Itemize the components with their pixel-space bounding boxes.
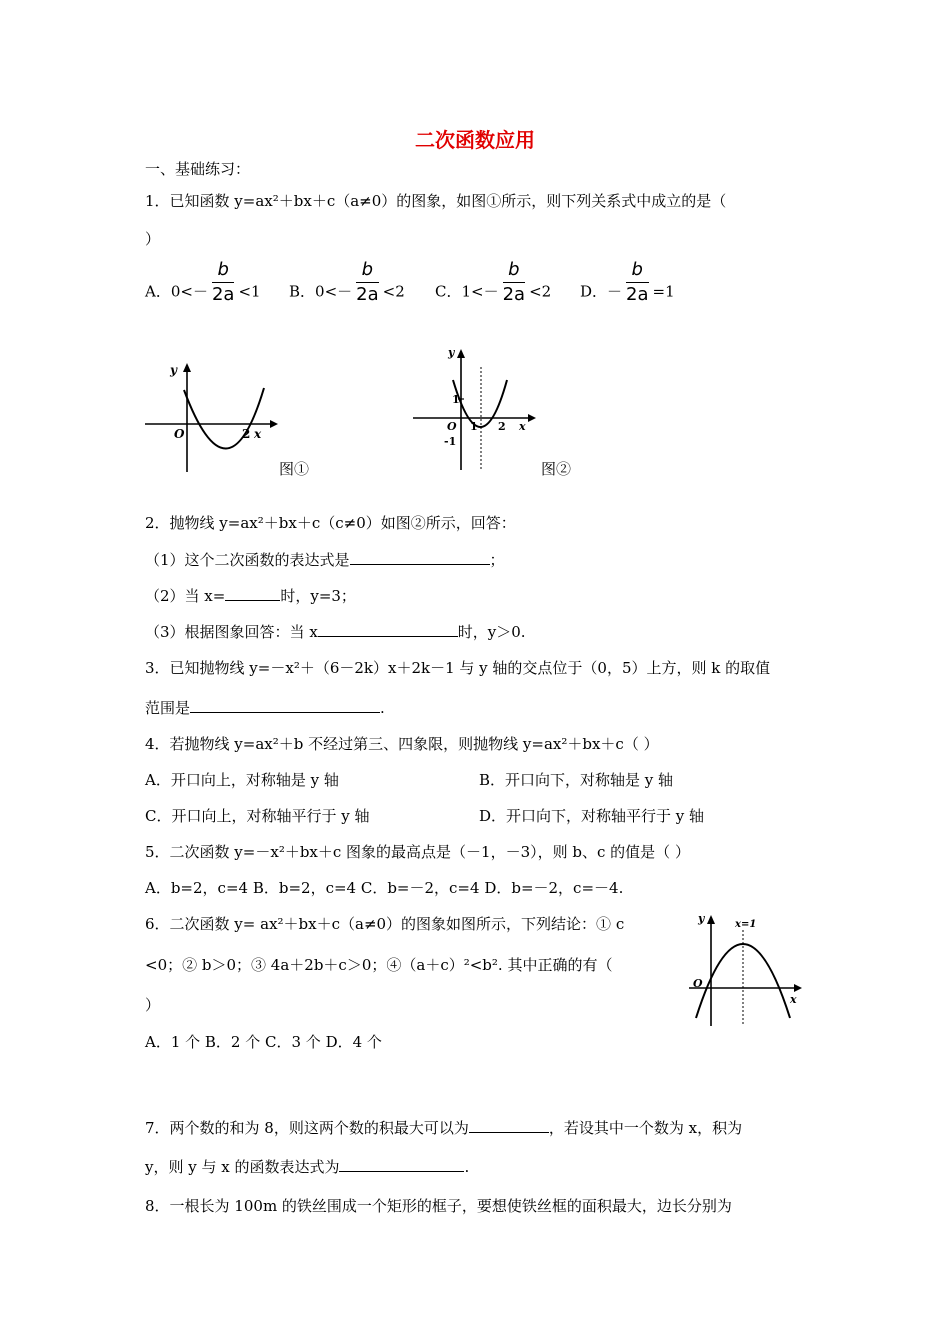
- q2-part-2: [145, 585, 356, 606]
- x-axis-arrow: [270, 420, 278, 428]
- y-axis-arrow: [457, 349, 465, 358]
- figure-1-caption: 图①: [279, 460, 310, 478]
- q4-option-b: B．开口向下，对称轴是 y 轴: [479, 771, 674, 789]
- fraction-denominator: 2a: [211, 284, 235, 305]
- q3-end: .: [380, 699, 385, 717]
- y-axis-label: y: [448, 346, 455, 359]
- x-axis-arrow: [794, 984, 802, 992]
- q1-option-c-prefix: C．1<－: [435, 282, 499, 301]
- y-axis-arrow: [183, 363, 191, 372]
- q1-option-d-prefix: D．－: [580, 282, 623, 301]
- fraction-denominator: 2a: [356, 284, 379, 305]
- y-tick-label-1: 1: [452, 393, 460, 406]
- q6-stem-2: <0；② b＞0；③ 4a＋2b＋c＞0；④（a＋c）²<b². 其中正确的有（: [145, 956, 613, 974]
- q2-part-1: [145, 549, 505, 570]
- y-axis-label: y: [170, 363, 177, 377]
- fraction: [503, 258, 525, 307]
- figure-1-graph: [140, 360, 280, 475]
- q2-part-3-end: 时，y＞0.: [457, 623, 526, 641]
- q7-text-2: ，若设其中一个数为 x，积为: [548, 1119, 743, 1137]
- q2-part-3: [145, 621, 526, 642]
- q1-option-d: [580, 259, 675, 317]
- origin-label: O: [693, 977, 703, 990]
- q1-option-c-suffix: <2: [529, 282, 552, 301]
- symmetry-axis-label: x=1: [735, 919, 757, 930]
- answer-blank[interactable]: [350, 550, 490, 565]
- answer-blank[interactable]: [225, 586, 280, 601]
- q3-answer-line: [145, 697, 385, 718]
- q7-stem: [145, 1117, 742, 1138]
- q4-stem: 4．若抛物线 y=ax²＋b 不经过第三、四象限，则抛物线 y=ax²＋bx＋c（ ）: [145, 735, 659, 753]
- q7-stem-2: [145, 1156, 469, 1177]
- y-axis-arrow: [707, 915, 715, 924]
- q7-text-1: 7．两个数的和为 8，则这两个数的积最大可以为: [145, 1119, 469, 1137]
- x-axis-label: x: [790, 993, 797, 1006]
- tick-label-2: 2: [242, 427, 251, 441]
- q3-range-label: 范围是: [145, 699, 191, 717]
- tick-label-2: 2: [498, 420, 506, 433]
- answer-blank[interactable]: [469, 1118, 549, 1133]
- origin-label: O: [447, 420, 457, 433]
- q1-option-b-prefix: B．0<－: [289, 282, 353, 301]
- q1-option-b: [289, 259, 405, 317]
- fraction-denominator: 2a: [626, 284, 649, 305]
- fraction-denominator: 2a: [502, 284, 526, 305]
- x-axis-label: x: [519, 420, 526, 433]
- fraction-numerator: b: [212, 258, 234, 283]
- q1-option-b-suffix: <2: [382, 282, 405, 301]
- q2-part-2-end: 时，y=3；: [280, 587, 356, 605]
- q5-options: A．b=2，c=4 B．b=2，c=4 C．b=－2，c=4 D．b=－2，c=－4.: [145, 879, 624, 897]
- q4-option-c: C．开口向上，对称轴平行于 y 轴: [145, 807, 370, 825]
- parabola-curve: [184, 388, 264, 449]
- q1-stem-close: ）: [145, 230, 161, 248]
- q7-end: .: [464, 1158, 470, 1176]
- y-axis-label: y: [698, 912, 705, 925]
- q6-stem: 6．二次函数 y= ax²＋bx＋c（a≠0）的图象如图所示，下列结论：① c: [145, 915, 625, 933]
- tick-label-1: 1: [470, 420, 478, 433]
- q2-part-3-text: （3）根据图象回答：当 x: [145, 623, 318, 641]
- origin-label: O: [174, 427, 185, 441]
- answer-blank[interactable]: [339, 1157, 464, 1172]
- fraction-numerator: b: [356, 258, 378, 283]
- figure-2-caption: 图②: [541, 460, 572, 478]
- q2-stem: 2．抛物线 y=ax²＋bx＋c（c≠0）如图②所示，回答：: [145, 514, 516, 532]
- q2-part-1-end: ；: [489, 551, 505, 569]
- figure-2-graph: [410, 342, 545, 472]
- answer-blank[interactable]: [190, 698, 380, 713]
- answer-blank[interactable]: [318, 622, 458, 637]
- x-axis-arrow: [528, 414, 536, 422]
- q1-option-a: [145, 259, 261, 317]
- q1-stem: 1．已知函数 y=ax²＋bx＋c（a≠0）的图象，如图①所示，则下列关系式中成立的是（: [145, 192, 727, 210]
- q1-option-d-suffix: =1: [652, 282, 675, 301]
- x-axis-label: x: [254, 427, 262, 441]
- q4-option-a: A．开口向上，对称轴是 y 轴: [145, 771, 339, 789]
- q6-options: A．1 个 B．2 个 C．3 个 D．4 个: [145, 1033, 382, 1051]
- fraction: [212, 258, 234, 307]
- q1-option-c: [435, 259, 552, 317]
- section-heading: 一、基础练习：: [145, 160, 251, 178]
- q2-part-2-text: （2）当 x=: [145, 587, 226, 605]
- q7-text-3: y，则 y 与 x 的函数表达式为: [145, 1158, 340, 1176]
- q2-part-1-text: （1）这个二次函数的表达式是: [145, 551, 350, 569]
- page-title: 二次函数应用: [415, 128, 535, 152]
- fraction-numerator: b: [626, 258, 648, 283]
- q1-option-a-prefix: A．0<－: [145, 282, 208, 301]
- fraction: [626, 258, 648, 307]
- q3-stem: 3．已知抛物线 y=－x²＋（6－2k）x＋2k－1 与 y 轴的交点位于（0，5）上方，则 k 的取值: [145, 659, 771, 677]
- q8-stem: 8．一根长为 100m 的铁丝围成一个矩形的框子，要想使铁丝框的面积最大，边长分别为: [145, 1197, 732, 1215]
- figure-3-graph: [686, 908, 806, 1028]
- fraction-numerator: b: [503, 258, 525, 283]
- q5-stem: 5．二次函数 y=－x²＋bx＋c 图象的最高点是（－1，－3），则 b、c 的值是（ ）: [145, 843, 690, 861]
- q6-stem-close: ）: [145, 996, 161, 1014]
- y-tick-label-neg1: -1: [444, 435, 457, 448]
- fraction: [356, 258, 378, 307]
- q1-option-a-suffix: <1: [238, 282, 261, 301]
- q4-option-d: D．开口向下，对称轴平行于 y 轴: [479, 807, 705, 825]
